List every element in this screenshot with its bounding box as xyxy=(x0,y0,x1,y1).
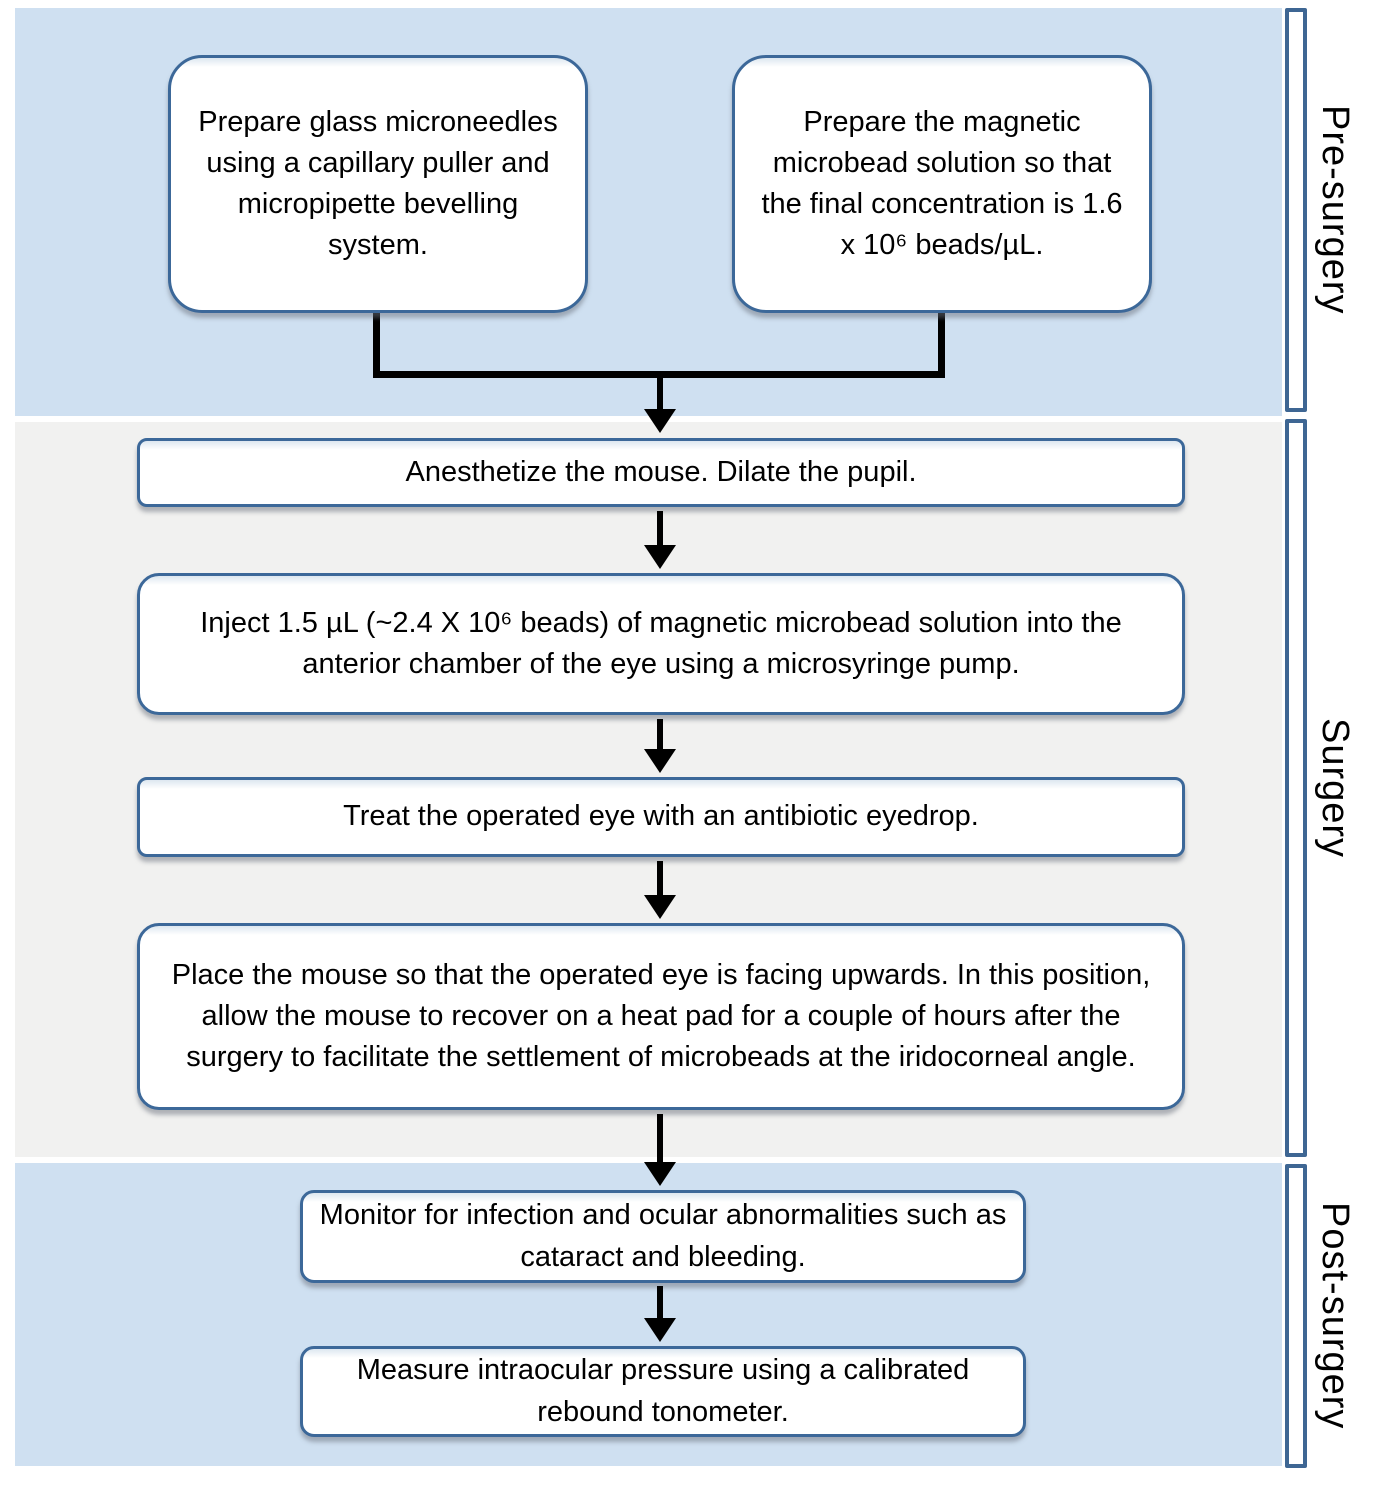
arrow-shaft xyxy=(657,1286,663,1322)
surgery-label: Surgery xyxy=(1314,717,1356,859)
step-text: Anesthetize the mouse. Dilate the pupil. xyxy=(405,455,917,488)
arrowhead-down-icon xyxy=(644,895,676,919)
post-surgery-bracket xyxy=(1285,1164,1307,1468)
step-text: Prepare the magnetic microbead solution so that the final concentration is 1.6 x 10⁶ beads/µL. xyxy=(761,105,1123,262)
step-text: Place the mouse so that the operated eye is facing upwards. In this position, allow the mouse to recover on a heat pad for a couple of hours after the surgery to facilitate the settlement of microbeads at the iridocorneal angle. xyxy=(171,958,1151,1074)
pre-surgery-bracket xyxy=(1285,8,1307,412)
step-prepare-bead-solution xyxy=(732,55,1152,313)
arrow-shaft xyxy=(657,861,663,899)
post-surgery-label: Post-surgery xyxy=(1314,1202,1356,1430)
step-recovery-position xyxy=(137,923,1185,1110)
arrowhead-down-icon xyxy=(644,409,676,433)
step-text: Inject 1.5 µL (~2.4 X 10⁶ beads) of magnetic microbead solution into the anterior chamber of the eye using a microsyringe pump. xyxy=(200,606,1122,680)
step-text: Treat the operated eye with an antibiotic eyedrop. xyxy=(343,800,979,833)
surgery-bracket xyxy=(1285,419,1307,1157)
pre-surgery-label: Pre-surgery xyxy=(1314,105,1356,315)
connector-left-vertical xyxy=(373,311,380,378)
flow-arrow-to-place xyxy=(644,861,676,919)
step-antibiotic-eyedrop xyxy=(137,777,1185,857)
step-text: Monitor for infection and ocular abnormalities such as cataract and bleeding. xyxy=(319,1199,1007,1273)
arrowhead-down-icon xyxy=(644,545,676,569)
flow-arrow-to-measure xyxy=(644,1286,676,1342)
step-text: Measure intraocular pressure using a calibrated rebound tonometer. xyxy=(356,1354,970,1428)
flow-arrow-to-monitor xyxy=(644,1114,676,1186)
step-prepare-microneedles xyxy=(168,55,588,313)
arrowhead-down-icon xyxy=(644,749,676,773)
arrowhead-down-icon xyxy=(644,1318,676,1342)
arrow-shaft xyxy=(657,1114,663,1166)
arrow-shaft xyxy=(657,511,663,549)
arrowhead-down-icon xyxy=(644,1162,676,1186)
flow-arrow-to-anesthetize xyxy=(644,375,676,433)
step-measure-iop xyxy=(300,1346,1026,1437)
step-anesthetize xyxy=(137,438,1185,507)
step-inject-beads xyxy=(137,573,1185,715)
arrow-shaft xyxy=(657,719,663,753)
connector-right-vertical xyxy=(938,311,945,378)
step-monitor xyxy=(300,1190,1026,1283)
arrow-shaft xyxy=(657,375,663,413)
flow-arrow-to-treat xyxy=(644,719,676,773)
step-text: Prepare glass microneedles using a capillary puller and micropipette bevelling system. xyxy=(198,105,558,262)
flow-arrow-to-inject xyxy=(644,511,676,569)
